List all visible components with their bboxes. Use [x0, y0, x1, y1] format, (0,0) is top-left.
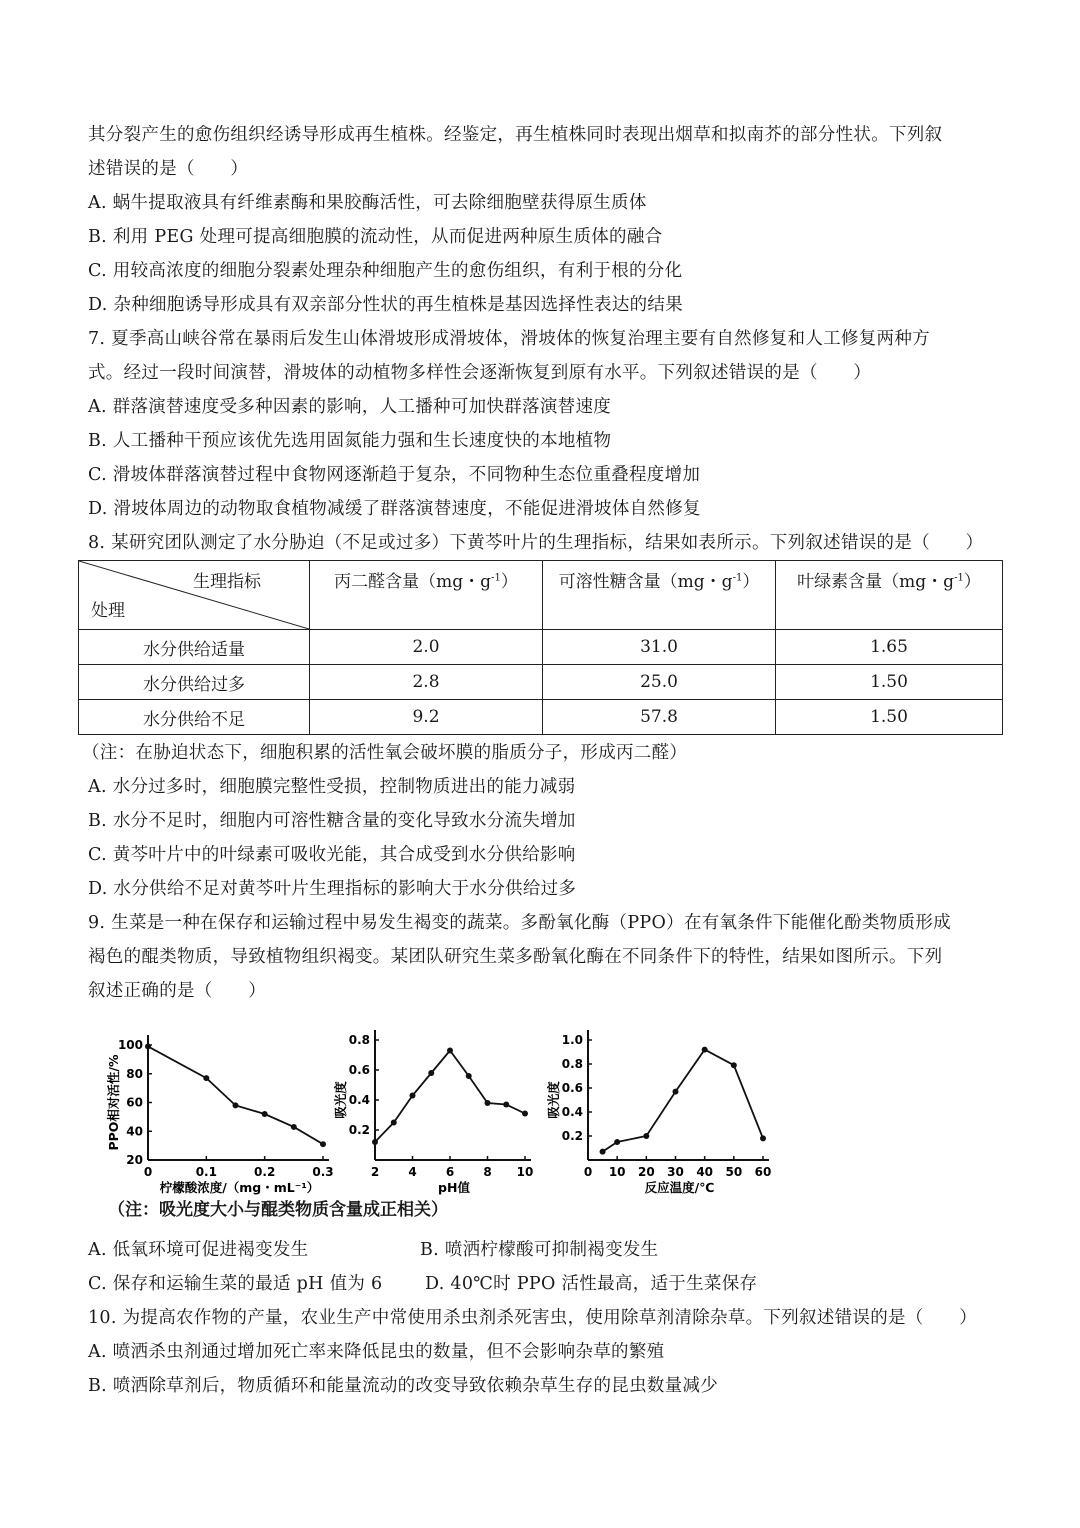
- series-line: [603, 1050, 763, 1152]
- data-point: [522, 1111, 528, 1117]
- q6-option-a: A. 蜗牛提取液具有纤维素酶和果胶酶活性，可去除细胞壁获得原生质体: [88, 193, 647, 213]
- x-axis-label: 反应温度/℃: [644, 1180, 715, 1195]
- cell-chlorophyll: 1.50: [776, 700, 1003, 735]
- q7-option-c: C. 滑坡体群落演替过程中食物网逐渐趋于复杂，不同物种生态位重叠程度增加: [88, 465, 701, 485]
- cell-chlorophyll: 1.50: [776, 665, 1003, 700]
- chart-citric-acid: [90, 1015, 350, 1195]
- data-point: [466, 1073, 472, 1079]
- header-sugar: 可溶性糖含量（mg・$g^{-1}$）: [543, 561, 776, 630]
- q7-option-a: A. 群落演替速度受多种因素的影响，人工播种可加快群落演替速度: [88, 397, 612, 417]
- q8-option-b: B. 水分不足时，细胞内可溶性糖含量的变化导致水分流失增加: [88, 811, 576, 831]
- x-tick-label: 60: [754, 1165, 772, 1179]
- cell-sugar: 31.0: [543, 630, 776, 665]
- data-point: [372, 1139, 378, 1145]
- cell-chlorophyll: 1.65: [776, 630, 1003, 665]
- row-label: 水分供给不足: [79, 700, 310, 735]
- q9-stem-line2: 褐色的醌类物质，导致植物组织褐变。某团队研究生菜多酚氧化酶在不同条件下的特性，结果如图所示。下列: [88, 947, 943, 967]
- x-tick-label: 40: [696, 1165, 714, 1179]
- data-point: [673, 1089, 679, 1095]
- cell-mda: 9.2: [310, 700, 543, 735]
- q8-option-d: D. 水分供给不足对黄芩叶片生理指标的影响大于水分供给过多: [88, 879, 577, 899]
- q6-stem-line2: 述错误的是（ ）: [88, 159, 249, 179]
- x-tick-label: 0.3: [312, 1165, 334, 1179]
- q7-stem-line1: 7. 夏季高山峡谷常在暴雨后发生山体滑坡形成滑坡体，滑坡体的恢复治理主要有自然修复和人工修复两种方: [88, 329, 930, 349]
- q9-option-b: B. 喷洒柠檬酸可抑制褐变发生: [420, 1240, 659, 1260]
- y-tick-label: 0.2: [348, 1123, 370, 1137]
- q7-stem-line2: 式。经过一段时间演替，滑坡体的动植物多样性会逐渐恢复到原有水平。下列叙述错误的是（ ）: [88, 363, 872, 383]
- data-point: [600, 1149, 606, 1155]
- x-tick-label: 6: [445, 1165, 455, 1179]
- figure-note: （注：吸光度大小与醌类物质含量成正相关）: [108, 1200, 448, 1220]
- q9-option-c: C. 保存和运输生菜的最适 pH 值为 6: [88, 1274, 383, 1294]
- x-tick-label: 10: [516, 1165, 534, 1179]
- cell-mda: 2.0: [310, 630, 543, 665]
- data-point: [233, 1102, 239, 1108]
- cell-mda: 2.8: [310, 665, 543, 700]
- y-tick-label: 0.2: [561, 1129, 583, 1143]
- corner-label-treatment: 处理: [91, 601, 125, 621]
- q7-option-b: B. 人工播种干预应该优先选用固氮能力强和生长速度快的本地植物: [88, 431, 612, 451]
- y-tick-label: 0.8: [561, 1057, 583, 1071]
- y-tick-label: 1.0: [561, 1033, 583, 1047]
- series-line: [375, 1051, 525, 1143]
- table-corner-cell: [79, 561, 310, 630]
- y-axis-label: PPO相对活性/%: [106, 1054, 121, 1151]
- y-tick-label: 0.4: [348, 1093, 370, 1107]
- q8-option-a: A. 水分过多时，细胞膜完整性受损，控制物质进出的能力减弱: [88, 777, 576, 797]
- y-tick-label: 0.6: [561, 1081, 583, 1095]
- y-tick-label: 20: [126, 1153, 143, 1167]
- data-point: [145, 1043, 151, 1049]
- data-point: [447, 1048, 453, 1054]
- x-tick-label: 20: [637, 1165, 655, 1179]
- table-row: [79, 665, 1003, 700]
- data-point: [503, 1102, 509, 1108]
- y-axis-label: 吸光度: [333, 1081, 348, 1119]
- y-tick-label: 0.6: [348, 1063, 370, 1077]
- y-axis-label: 吸光度: [546, 1081, 561, 1119]
- q10-stem: 10. 为提高农作物的产量，农业生产中常使用杀虫剂杀死害虫，使用除草剂清除杂草。下列叙述错误的是（ ）: [88, 1308, 977, 1328]
- data-point: [702, 1047, 708, 1053]
- data-point: [731, 1062, 737, 1068]
- y-tick-label: 60: [126, 1095, 143, 1110]
- y-tick-label: 0.4: [561, 1105, 583, 1119]
- q8-stem: 8. 某研究团队测定了水分胁迫（不足或过多）下黄芩叶片的生理指标，结果如表所示。下列叙述错误的是（ ）: [88, 533, 984, 553]
- q9-option-a: A. 低氧环境可促进褐变发生: [88, 1240, 309, 1260]
- data-point: [320, 1141, 326, 1147]
- q9-option-d: D. 40℃时 PPO 活性最高，适于生菜保存: [425, 1274, 758, 1294]
- table-row: [79, 630, 1003, 665]
- x-tick-label: 50: [725, 1165, 743, 1179]
- x-tick-label: 4: [408, 1165, 417, 1179]
- q6-stem-line1: 其分裂产生的愈伤组织经诱导形成再生植株。经鉴定，再生植株同时表现出烟草和拟南芥的部分性状。下列叙: [88, 125, 943, 145]
- cell-sugar: 25.0: [543, 665, 776, 700]
- q8-option-c: C. 黄芩叶片中的叶绿素可吸收光能，其合成受到水分供给影响: [88, 845, 576, 865]
- x-tick-label: 2: [370, 1165, 380, 1179]
- x-axis-label: pH值: [438, 1180, 470, 1195]
- data-point: [291, 1124, 297, 1130]
- q8-data-table: [78, 560, 1003, 735]
- q6-option-d: D. 杂种细胞诱导形成具有双亲部分性状的再生植株是基因选择性表达的结果: [88, 295, 684, 315]
- y-tick-label: 0.8: [348, 1033, 370, 1047]
- y-tick-label: 40: [126, 1124, 143, 1139]
- y-tick-label: 80: [126, 1066, 143, 1081]
- q7-option-d: D. 滑坡体周边的动物取食植物减缓了群落演替速度，不能促进滑坡体自然修复: [88, 499, 701, 519]
- q9-stem-line1: 9. 生菜是一种在保存和运输过程中易发生褐变的蔬菜。多酚氧化酶（PPO）在有氧条件下能催化酚类物质形成: [88, 913, 951, 933]
- x-tick-label: 8: [483, 1165, 492, 1179]
- x-tick-label: 0: [583, 1165, 593, 1179]
- series-line: [148, 1046, 323, 1144]
- chart-ph: [330, 1015, 560, 1195]
- q9-stem-line3: 叙述正确的是（ ）: [88, 981, 266, 1001]
- q10-option-b: B. 喷洒除草剂后，物质循环和能量流动的改变导致依赖杂草生存的昆虫数量减少: [88, 1376, 719, 1396]
- header-mda: 丙二醛含量（mg・$g^{-1}$）: [310, 561, 543, 630]
- x-tick-label: 0.1: [195, 1165, 217, 1179]
- corner-label-indicator: 生理指标: [193, 572, 261, 592]
- x-tick-label: 0.2: [254, 1165, 276, 1179]
- data-point: [391, 1120, 397, 1126]
- x-axis-label: 柠檬酸浓度/（mg・mL⁻¹）: [159, 1180, 320, 1195]
- data-point: [760, 1135, 766, 1141]
- q10-option-a: A. 喷洒杀虫剂通过增加死亡率来降低昆虫的数量，但不会影响杂草的繁殖: [88, 1342, 665, 1362]
- data-point: [410, 1093, 416, 1099]
- y-tick-label: 100: [117, 1038, 143, 1052]
- x-tick-label: 0: [143, 1165, 153, 1179]
- row-label: 水分供给适量: [79, 630, 310, 665]
- chart-temperature: [540, 1015, 780, 1195]
- x-tick-label: 30: [667, 1165, 684, 1179]
- data-point: [643, 1133, 649, 1139]
- q8-note: （注：在胁迫状态下，细胞积累的活性氧会破坏膜的脂质分子，形成丙二醛）: [82, 743, 688, 763]
- data-point: [428, 1070, 434, 1076]
- data-point: [262, 1111, 268, 1117]
- table-header-row: [79, 561, 1003, 630]
- cell-sugar: 57.8: [543, 700, 776, 735]
- x-tick-label: 10: [608, 1165, 626, 1179]
- data-point: [614, 1139, 620, 1145]
- header-chlorophyll: 叶绿素含量（mg・$g^{-1}$）: [776, 561, 1003, 630]
- data-point: [485, 1100, 491, 1106]
- q6-option-c: C. 用较高浓度的细胞分裂素处理杂种细胞产生的愈伤组织，有利于根的分化: [88, 261, 683, 281]
- row-label: 水分供给过多: [79, 665, 310, 700]
- q6-option-b: B. 利用 PEG 处理可提高细胞膜的流动性，从而促进两种原生质体的融合: [88, 227, 663, 247]
- table-row: [79, 700, 1003, 735]
- data-point: [203, 1075, 209, 1081]
